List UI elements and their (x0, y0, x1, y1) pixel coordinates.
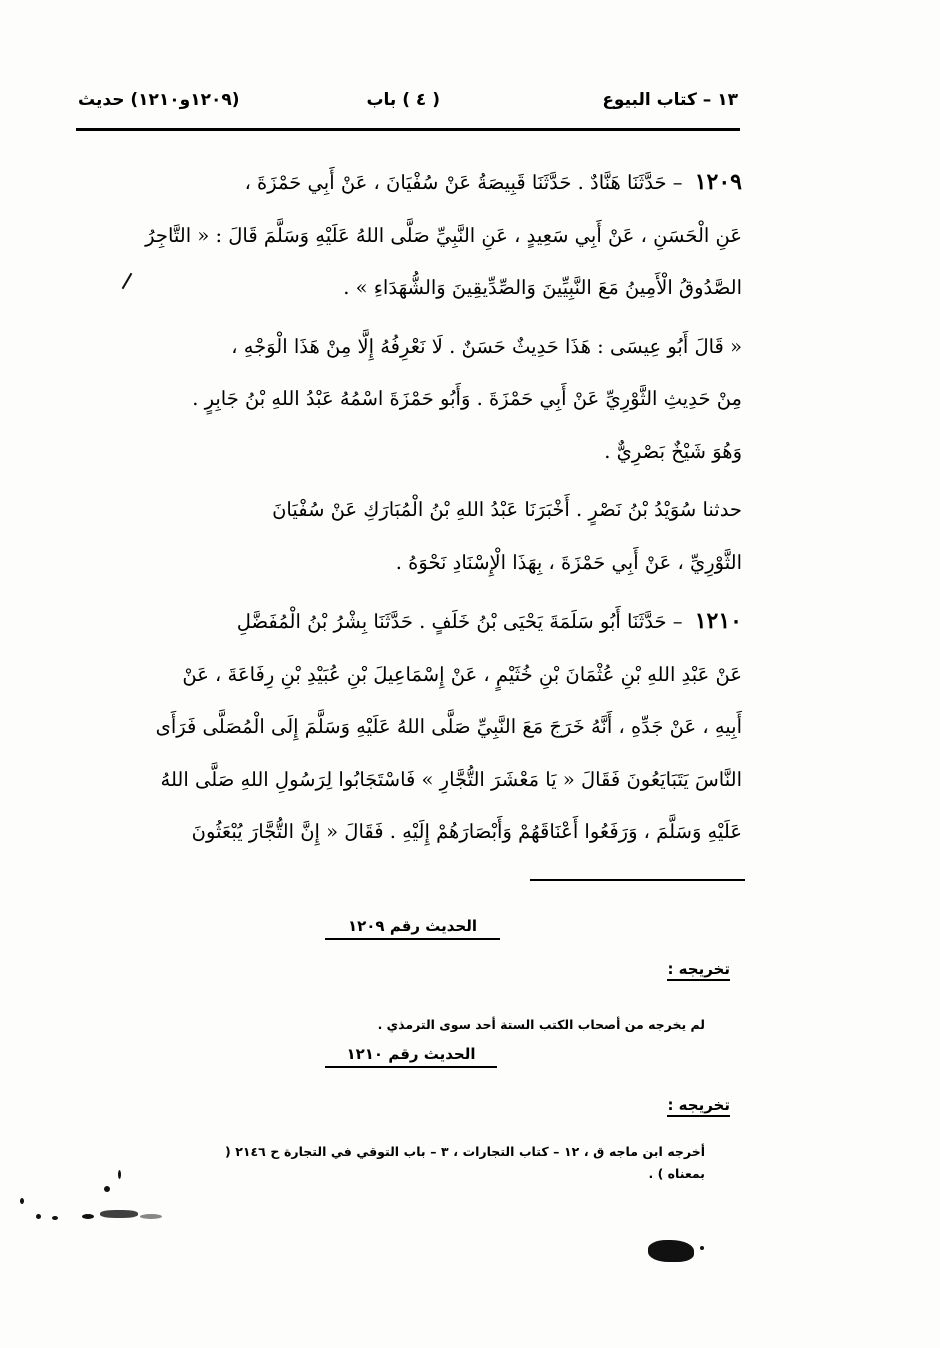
comment-1209-line-2: مِنْ حَدِيثِ الثَّوْرِيِّ عَنْ أَبِي حَمْزَةَ . وَأَبُو حَمْزَةَ اسْمُهُ عَبْدُ اللهِ بْنُ جَابِرٍ . (192, 387, 742, 410)
footnote-title-1210: الحديث رقم ١٢١٠ (325, 1045, 497, 1068)
chain-1209-line-2: الثَّوْرِيِّ ، عَنْ أَبِي حَمْزَةَ ، بِهَذَا الْإِسْنَادِ نَحْوَهُ . (395, 550, 742, 574)
hadith-number-1210: ١٢١٠ (694, 608, 742, 634)
comment-1209-line-1: « قَالَ أَبُو عِيسَى : هَذَا حَدِيثٌ حَسَنٌ . لَا نَعْرِفُهُ إِلَّا مِنْ هَذَا الْوَجْهِ ، (231, 334, 742, 358)
main-text (78, 156, 742, 865)
footnote-label-1210: تخريجه : (667, 1096, 730, 1117)
comment-1209-line-3: وَهُوَ شَيْخٌ بَصْرِيٌّ . (604, 439, 742, 463)
scan-speck (36, 1214, 41, 1219)
hadith-1209 (78, 156, 742, 315)
hadith-number-1209: ١٢٠٩ (694, 169, 742, 195)
hadith-1210-line-5: عَلَيْهِ وَسَلَّمَ ، وَرَفَعُوا أَعْنَاقَهُمْ وَأَبْصَارَهُمْ إِلَيْهِ . فَقَالَ « إِنَّ التُّجَّارَ يُبْعَثُونَ (191, 820, 742, 843)
running-header (78, 86, 738, 120)
scan-speck (118, 1170, 121, 1179)
footnote-label-1209: تخريجه : (667, 960, 730, 981)
hadith-1210-line-4: النَّاسَ يَتَبَايَعُونَ فَقَالَ « يَا مَعْشَرَ التُّجَّارِ » فَاسْتَجَابُوا لِرَسُولِ اللهِ صَلَّى اللهُ (160, 767, 742, 791)
hadith-1210-line-1: – حَدَّثَنَا أَبُو سَلَمَةَ يَحْيَى بْنُ خَلَفٍ . حَدَّثَنَا بِشْرُ بْنُ الْمُفَضَّلِ (236, 610, 683, 633)
scan-speck (700, 1246, 704, 1250)
hadith-1209-line-1: – حَدَّثَنَا هَنَّادٌ . حَدَّثَنَا قَبِيصَةُ عَنْ سُفْيَانَ ، عَنْ أَبِي حَمْزَةَ ، (244, 171, 683, 194)
scan-smudge (100, 1210, 138, 1218)
hadith-1210-line-3: أَبِيهِ ، عَنْ جَدِّهِ ، أَنَّهُ خَرَجَ مَعَ النَّبِيِّ صَلَّى اللهُ عَلَيْهِ وَسَلَّمَ إِلَى الْمُصَلَّى فَرَأَى (155, 715, 742, 738)
scan-smudge (140, 1214, 162, 1219)
scan-speck (82, 1214, 94, 1219)
footnote-separator (530, 879, 745, 881)
scan-speck (52, 1216, 58, 1220)
header-hadith-range: (١٢٠٩و١٢١٠) حديث (78, 90, 240, 110)
comment-1209 (78, 321, 742, 479)
hadith-1210-line-2: عَنْ عَبْدِ اللهِ بْنِ عُثْمَانَ بْنِ خُثَيْمٍ ، عَنْ إِسْمَاعِيلَ بْنِ عُبَيْدِ بْنِ رِفَاعَةَ ، عَنْ (182, 662, 742, 686)
header-rule (76, 128, 740, 131)
hadith-1209-line-3: الصَّدُوقُ الْأَمِينُ مَعَ النَّبِيِّينَ وَالصِّدِّيقِينَ وَالشُّهَدَاءِ » . (343, 276, 742, 299)
footnote-title-1209: الحديث رقم ١٢٠٩ (325, 917, 500, 940)
chain-1209-line-1: حدثنا سُوَيْدُ بْنُ نَصْرٍ . أَخْبَرَنَا عَبْدُ اللهِ بْنُ الْمُبَارَكِ عَنْ سُفْيَانَ (272, 498, 742, 521)
hadith-1210 (78, 595, 742, 859)
chain-1209 (78, 484, 742, 589)
footnote-body-1210: أخرجه ابن ماجه ق ، ١٢ – كتاب التجارات ، ٣ – باب التوقي في التجارة ح ٢١٤٦ ( بمعناه ) . (225, 1144, 706, 1181)
footnote-body-1209: لم يخرجه من أصحاب الكتب الستة أحد سوى الترمذي . (377, 1017, 705, 1032)
ink-blot (648, 1240, 694, 1262)
header-book-title: ١٣ – كتاب البيوع (602, 90, 738, 110)
header-chapter: ( ٤ ) باب (366, 90, 440, 110)
scan-speck (20, 1198, 24, 1204)
scan-speck (104, 1186, 110, 1192)
hadith-1209-line-2: عَنِ الْحَسَنِ ، عَنْ أَبِي سَعِيدٍ ، عَنِ النَّبِيِّ صَلَّى اللهُ عَلَيْهِ وَسَلَّمَ قَالَ : « التَّاجِرُ (145, 223, 742, 247)
